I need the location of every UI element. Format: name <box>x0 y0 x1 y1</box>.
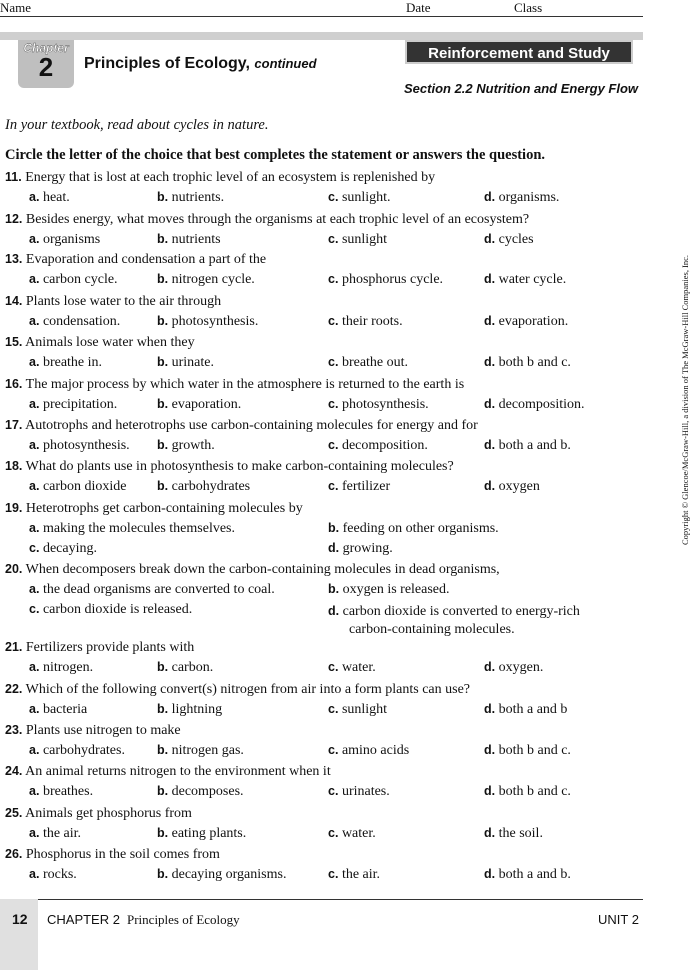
answer-choice[interactable] <box>328 867 380 883</box>
question-stem <box>5 170 435 186</box>
choice-letter: c. <box>328 479 339 493</box>
question-stem <box>5 501 303 517</box>
question-stem <box>5 682 470 698</box>
answer-choice[interactable] <box>157 355 214 371</box>
choice-text: evaporation. <box>495 314 569 329</box>
answer-choice[interactable] <box>484 397 585 413</box>
choice-letter: d. <box>484 272 496 286</box>
header-rule <box>0 16 643 17</box>
choice-text: photosynthesis. <box>168 314 259 329</box>
choice-text: organisms <box>39 232 101 247</box>
choice-text: the dead organisms are converted to coal. <box>39 582 275 597</box>
answer-choice[interactable] <box>328 397 429 413</box>
choice-letter: c. <box>29 602 40 616</box>
choice-letter: a. <box>29 355 40 369</box>
choice-letter: d. <box>328 541 340 555</box>
choice-letter: d. <box>484 743 496 757</box>
answer-choice[interactable] <box>328 660 376 676</box>
question-text: Plants use nitrogen to make <box>22 723 181 738</box>
question-stem <box>5 252 266 268</box>
choice-text: both a and b. <box>495 438 571 453</box>
answer-choice[interactable] <box>484 743 571 759</box>
choice-text: oxygen <box>495 479 540 494</box>
answer-choice[interactable] <box>484 867 571 883</box>
answer-choice[interactable] <box>29 743 125 759</box>
choice-letter: d. <box>484 826 496 840</box>
choice-letter: d. <box>484 397 496 411</box>
question-number: 12. <box>5 212 23 226</box>
choice-letter: c. <box>328 743 339 757</box>
choice-letter: c. <box>328 190 339 204</box>
answer-choice[interactable] <box>29 660 93 676</box>
choice-text: making the molecules themselves. <box>39 521 235 536</box>
choice-text: decomposes. <box>168 784 244 799</box>
choice-text: carbon cycle. <box>39 272 118 287</box>
choice-text: water. <box>338 826 376 841</box>
choice-letter: b. <box>328 582 340 596</box>
answer-choice[interactable] <box>29 541 97 557</box>
answer-choice[interactable] <box>328 190 391 206</box>
choice-letter: d. <box>484 355 496 369</box>
chapter-title-main: Principles of Ecology, <box>84 55 250 72</box>
choice-text: fertilizer <box>338 479 391 494</box>
choice-letter: c. <box>328 867 339 881</box>
choice-text: decomposition. <box>495 397 585 412</box>
answer-choice[interactable] <box>484 438 571 454</box>
answer-choice[interactable] <box>157 190 224 206</box>
choice-letter: a. <box>29 521 40 535</box>
choice-letter: a. <box>29 660 40 674</box>
choice-letter: d. <box>484 660 496 674</box>
choice-text-continued: carbon-containing molecules. <box>349 622 515 637</box>
copyright-notice: Copyright © Glencoe/McGraw-Hill, a division of The McGraw-Hill Companies, Inc. <box>680 254 690 545</box>
answer-choice[interactable] <box>328 438 428 454</box>
answer-choice[interactable] <box>157 743 244 759</box>
choice-letter: c. <box>328 272 339 286</box>
answer-choice[interactable] <box>328 826 376 842</box>
question-number: 16. <box>5 377 23 391</box>
title-band <box>0 32 643 40</box>
choice-letter: c. <box>328 826 339 840</box>
question-text: Besides energy, what moves through the organisms at each trophic level of an ecosystem? <box>22 212 530 227</box>
answer-choice[interactable] <box>29 582 275 598</box>
choice-letter: b. <box>157 314 169 328</box>
choice-text: the air. <box>39 826 82 841</box>
choice-text: nutrients <box>168 232 221 247</box>
choice-text: breathes. <box>39 784 94 799</box>
question-text: Plants lose water to the air through <box>22 294 222 309</box>
question-stem <box>5 335 195 351</box>
choice-text: rocks. <box>39 867 77 882</box>
answer-choice[interactable] <box>157 702 222 718</box>
name-label: Name <box>0 0 32 15</box>
choice-text: breathe in. <box>39 355 103 370</box>
answer-choice[interactable] <box>328 479 390 495</box>
question-number: 26. <box>5 847 23 861</box>
choice-text: organisms. <box>495 190 560 205</box>
choice-letter: d. <box>484 702 496 716</box>
choice-text: growth. <box>168 438 215 453</box>
choice-text: their roots. <box>338 314 403 329</box>
answer-choice[interactable] <box>328 743 409 759</box>
choice-text: the soil. <box>495 826 543 841</box>
answer-choice[interactable] <box>157 397 241 413</box>
answer-choice[interactable] <box>29 702 87 718</box>
choice-text: decaying. <box>39 541 97 556</box>
answer-choice[interactable] <box>328 272 443 288</box>
answer-choice[interactable] <box>29 521 235 537</box>
answer-choice[interactable] <box>484 314 568 330</box>
choice-text: cycles <box>495 232 534 247</box>
choice-text: phosphorus cycle. <box>338 272 444 287</box>
instructions: Circle the letter of the choice that best completes the statement or answers the question. <box>5 147 546 163</box>
question-number: 17. <box>5 418 23 432</box>
answer-choice[interactable] <box>484 232 534 248</box>
question-number: 13. <box>5 252 23 266</box>
choice-text: precipitation. <box>39 397 118 412</box>
choice-letter: a. <box>29 190 40 204</box>
answer-choice[interactable] <box>328 355 408 371</box>
question-text: What do plants use in photosynthesis to make carbon-containing molecules? <box>22 459 454 474</box>
question-text: Which of the following convert(s) nitrogen from air into a form plants can use? <box>22 682 471 697</box>
question-number: 23. <box>5 723 23 737</box>
answer-choice[interactable] <box>29 397 117 413</box>
choice-text: oxygen is released. <box>339 582 450 597</box>
choice-text: both b and c. <box>495 355 571 370</box>
question-number: 24. <box>5 764 23 778</box>
choice-letter: a. <box>29 743 40 757</box>
choice-letter: d. <box>484 867 496 881</box>
choice-letter: b. <box>328 521 340 535</box>
choice-text: condensation. <box>39 314 121 329</box>
question-stem <box>5 294 221 310</box>
choice-text: carbon dioxide is released. <box>39 602 193 617</box>
choice-letter: b. <box>157 190 169 204</box>
answer-choice[interactable] <box>29 190 70 206</box>
footer-rule <box>0 899 643 900</box>
date-label: Date <box>406 0 431 15</box>
chapter-label: Chapter <box>23 41 69 55</box>
choice-text: sunlight. <box>338 190 391 205</box>
answer-choice[interactable] <box>328 541 393 557</box>
choice-text: both b and c. <box>495 784 571 799</box>
study-guide-banner: Reinforcement and Study Guide <box>405 40 633 64</box>
question-number: 14. <box>5 294 23 308</box>
question-number: 19. <box>5 501 23 515</box>
choice-letter: c. <box>328 314 339 328</box>
question-text: An animal returns nitrogen to the environment when it <box>22 764 331 779</box>
question-stem <box>5 212 529 228</box>
question-stem <box>5 806 192 822</box>
question-stem <box>5 764 331 780</box>
question-text: When decomposers break down the carbon-containing molecules in dead organisms, <box>22 562 500 577</box>
choice-text: feeding on other organisms. <box>339 521 499 536</box>
answer-choice[interactable] <box>157 479 250 495</box>
choice-text: both b and c. <box>495 743 571 758</box>
choice-letter: a. <box>29 867 40 881</box>
question-text: Energy that is lost at each trophic level of an ecosystem is replenished by <box>21 170 436 185</box>
choice-text: photosynthesis. <box>39 438 130 453</box>
chapter-tab <box>18 40 74 88</box>
question-number: 25. <box>5 806 23 820</box>
choice-text: carbon. <box>168 660 214 675</box>
answer-choice[interactable] <box>484 355 571 371</box>
answer-choice[interactable] <box>484 479 540 495</box>
choice-letter: d. <box>484 784 496 798</box>
answer-choice[interactable] <box>29 438 130 454</box>
choice-text: nitrogen cycle. <box>168 272 255 287</box>
choice-letter: a. <box>29 784 40 798</box>
choice-letter: a. <box>29 232 40 246</box>
choice-letter: d. <box>484 438 496 452</box>
choice-text: nitrogen. <box>39 660 94 675</box>
answer-choice[interactable] <box>328 314 403 330</box>
choice-letter: a. <box>29 438 40 452</box>
choice-letter: b. <box>157 232 169 246</box>
choice-letter: b. <box>157 867 169 881</box>
choice-letter: b. <box>157 826 169 840</box>
choice-text: breathe out. <box>338 355 409 370</box>
answer-choice[interactable] <box>328 232 387 248</box>
answer-choice[interactable] <box>328 521 499 537</box>
choice-letter: b. <box>157 355 169 369</box>
question-stem <box>5 459 454 475</box>
answer-choice[interactable] <box>29 232 100 248</box>
answer-choice[interactable] <box>484 826 543 842</box>
choice-text: both a and b <box>495 702 568 717</box>
choice-letter: d. <box>484 232 496 246</box>
choice-letter: b. <box>157 438 169 452</box>
answer-choice[interactable] <box>328 702 387 718</box>
question-number: 15. <box>5 335 23 349</box>
choice-letter: b. <box>157 479 169 493</box>
choice-letter: b. <box>157 272 169 286</box>
choice-letter: d. <box>484 190 496 204</box>
question-text: Animals lose water when they <box>22 335 195 350</box>
choice-letter: d. <box>484 314 496 328</box>
choice-text: evaporation. <box>168 397 242 412</box>
choice-text: sunlight <box>338 232 388 247</box>
question-text: Autotrophs and heterotrophs use carbon-containing molecules for energy and for <box>22 418 478 433</box>
question-stem <box>5 377 464 393</box>
chapter-number: 2 <box>38 52 54 82</box>
question-stem <box>5 562 500 578</box>
choice-letter: c. <box>328 355 339 369</box>
question-text: Evaporation and condensation a part of the <box>22 252 267 267</box>
chapter-title <box>84 55 317 73</box>
answer-choice[interactable] <box>157 660 213 676</box>
choice-letter: c. <box>328 702 339 716</box>
answer-choice[interactable] <box>29 867 77 883</box>
answer-choice[interactable] <box>328 784 390 800</box>
choice-text: decomposition. <box>338 438 428 453</box>
intro-text: In your textbook, read about cycles in nature. <box>5 117 269 133</box>
answer-choice[interactable] <box>484 702 567 718</box>
choice-text: carbon dioxide <box>39 479 127 494</box>
choice-letter: c. <box>328 438 339 452</box>
answer-choice[interactable] <box>328 602 580 639</box>
choice-letter: a. <box>29 397 40 411</box>
choice-text: nitrogen gas. <box>168 743 244 758</box>
question-text: Heterotrophs get carbon-containing molecules by <box>22 501 303 516</box>
choice-text: nutrients. <box>168 190 225 205</box>
answer-choice[interactable] <box>157 438 215 454</box>
choice-letter: c. <box>328 232 339 246</box>
choice-text: oxygen. <box>495 660 544 675</box>
choice-text: eating plants. <box>168 826 247 841</box>
choice-letter: c. <box>328 660 339 674</box>
choice-letter: a. <box>29 582 40 596</box>
answer-choice[interactable] <box>157 314 258 330</box>
section-title: Section 2.2 Nutrition and Energy Flow <box>404 81 639 96</box>
choice-text: bacteria <box>39 702 88 717</box>
choice-text: amino acids <box>338 743 410 758</box>
answer-choice[interactable] <box>29 314 120 330</box>
choice-text: heat. <box>39 190 70 205</box>
answer-choice[interactable] <box>29 355 102 371</box>
choice-text: urinate. <box>168 355 214 370</box>
choice-letter: b. <box>157 784 169 798</box>
choice-text: decaying organisms. <box>168 867 287 882</box>
choice-text: photosynthesis. <box>338 397 429 412</box>
choice-text: sunlight <box>338 702 388 717</box>
footer-unit: UNIT 2 <box>598 912 639 927</box>
choice-letter: d. <box>328 604 340 618</box>
question-stem <box>5 847 220 863</box>
choice-text: carbon dioxide is converted to energy-rich <box>339 604 580 619</box>
choice-text: urinates. <box>338 784 390 799</box>
answer-choice[interactable] <box>29 784 93 800</box>
question-number: 21. <box>5 640 23 654</box>
choice-letter: a. <box>29 826 40 840</box>
question-stem <box>5 418 478 434</box>
page-number: 12 <box>12 911 28 927</box>
chapter-title-suffix: continued <box>254 56 317 71</box>
choice-letter: b. <box>157 702 169 716</box>
question-text: Phosphorus in the soil comes from <box>22 847 220 862</box>
answer-choice[interactable] <box>29 272 118 288</box>
answer-choice[interactable] <box>484 784 571 800</box>
choice-text: water cycle. <box>495 272 567 287</box>
answer-choice[interactable] <box>29 602 192 618</box>
answer-choice[interactable] <box>484 190 559 206</box>
choice-text: lightning <box>168 702 223 717</box>
answer-choice[interactable] <box>484 272 566 288</box>
footer-chapter-label: CHAPTER 2 <box>47 912 120 927</box>
question-number: 22. <box>5 682 23 696</box>
choice-letter: c. <box>328 784 339 798</box>
choice-letter: c. <box>328 397 339 411</box>
choice-text: carbohydrates <box>168 479 251 494</box>
choice-letter: d. <box>484 479 496 493</box>
question-text: The major process by which water in the atmosphere is returned to the earth is <box>22 377 465 392</box>
footer-chapter-title: Principles of Ecology <box>127 912 240 927</box>
choice-letter: b. <box>157 743 169 757</box>
class-label: Class <box>514 0 543 15</box>
question-text: Animals get phosphorus from <box>22 806 192 821</box>
answer-choice[interactable] <box>157 272 255 288</box>
choice-letter: b. <box>157 397 169 411</box>
question-stem <box>5 723 181 739</box>
answer-choice[interactable] <box>29 826 81 842</box>
answer-choice[interactable] <box>157 232 221 248</box>
question-stem <box>5 640 194 656</box>
choice-letter: b. <box>157 660 169 674</box>
answer-choice[interactable] <box>157 784 244 800</box>
choice-letter: a. <box>29 314 40 328</box>
choice-text: growing. <box>339 541 393 556</box>
choice-letter: c. <box>29 541 40 555</box>
choice-letter: a. <box>29 479 40 493</box>
question-text: Fertilizers provide plants with <box>22 640 195 655</box>
question-number: 18. <box>5 459 23 473</box>
answer-choice[interactable] <box>157 867 286 883</box>
choice-text: water. <box>338 660 376 675</box>
question-number: 11. <box>5 170 22 184</box>
answer-choice[interactable] <box>157 826 246 842</box>
answer-choice[interactable] <box>29 479 127 495</box>
answer-choice[interactable] <box>484 660 543 676</box>
choice-letter: a. <box>29 702 40 716</box>
question-number: 20. <box>5 562 23 576</box>
footer-page-tab <box>0 899 38 970</box>
answer-choice[interactable] <box>328 582 450 598</box>
choice-text: both a and b. <box>495 867 571 882</box>
choice-letter: a. <box>29 272 40 286</box>
choice-text: the air. <box>338 867 381 882</box>
choice-text: carbohydrates. <box>39 743 125 758</box>
